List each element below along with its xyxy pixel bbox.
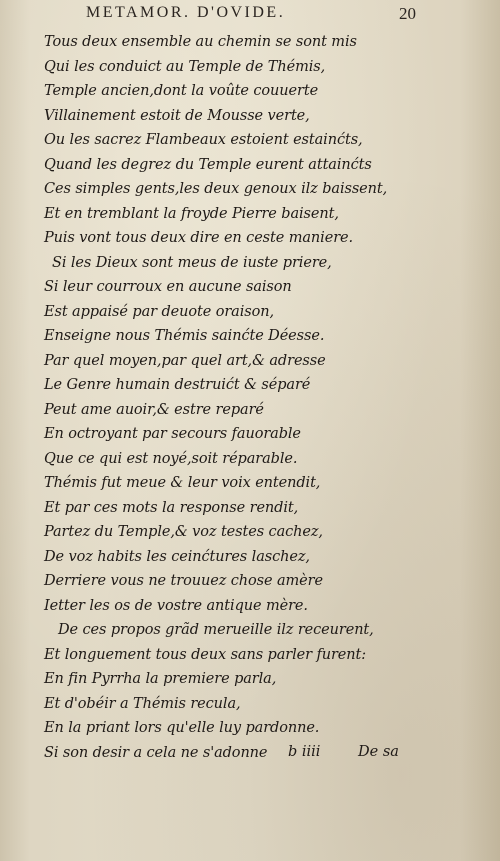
verse-line: Ietter les os de vostre antique mère. (44, 597, 308, 614)
verse-line: De ces propos grãd merueille ilz receurent, (58, 622, 374, 638)
signature-mark: b iiii (288, 744, 321, 760)
page-number: 20 (399, 4, 416, 23)
verse-line: Et d'obéir a Thémis recula, (44, 695, 241, 712)
verse-line: En fin Pyrrha la premiere parla, (44, 671, 277, 687)
verse-line: Si les Dieux sont meus de iuste priere, (52, 254, 332, 271)
verse-line: Tous deux ensemble au chemin se sont mis (44, 34, 357, 50)
running-title: METAMOR. D'OVIDE. (86, 4, 286, 21)
verse-line: Et par ces mots la response rendit, (44, 499, 299, 516)
verse-line: Que ce qui est noyé,soit réparable. (44, 450, 298, 467)
verse-line: Est appaisé par deuote oraison, (44, 303, 274, 320)
verse-line: Si leur courroux en aucune saison (44, 279, 292, 295)
verse-line: Temple ancien,dont la voûte couuerte (44, 83, 319, 99)
verse-line: Si son desir a cela ne s'adonne (44, 744, 268, 761)
verse-line: De voz habits les ceinćtures laschez, (44, 548, 310, 565)
verse-line: Ces simples gents,les deux genoux ilz baissent, (44, 181, 388, 197)
verse-line: En la priant lors qu'elle luy pardonne. (44, 720, 320, 736)
verse-line: Thémis fut meue & leur voix entendit, (44, 475, 321, 491)
catchword: De sa (358, 744, 399, 760)
verse-line: En octroyant par secours fauorable (44, 426, 301, 442)
verse-list (44, 30, 464, 765)
verse-line: Partez du Temple,& voz testes cachez, (44, 524, 323, 540)
verse-line: Ou les sacrez Flambeaux estoient estainćts, (44, 132, 363, 148)
verse-line: Quand les degrez du Temple eurent attainćts (44, 156, 372, 173)
verse-line: Et en tremblant la froyde Pierre baisent, (44, 205, 339, 222)
verse-line: Qui les conduict au Temple de Thémis, (44, 58, 326, 75)
verse-line: Le Genre humain destruićt & séparé (44, 377, 311, 393)
verse-line: Derriere vous ne trouuez chose amère (44, 573, 323, 589)
verse-line: Puis vont tous deux dire en ceste maniere. (44, 230, 354, 246)
verse-line: Et longuement tous deux sans parler furent: (44, 646, 367, 663)
page-header (86, 4, 416, 26)
verse-line: Peut ame auoir,& estre reparé (44, 401, 264, 418)
verse-line: Villainement estoit de Mousse verte, (44, 107, 310, 124)
verse-line: Par quel moyen,par quel art,& adresse (44, 352, 326, 369)
verse-line: Enseigne nous Thémis sainćte Déesse. (44, 328, 325, 344)
